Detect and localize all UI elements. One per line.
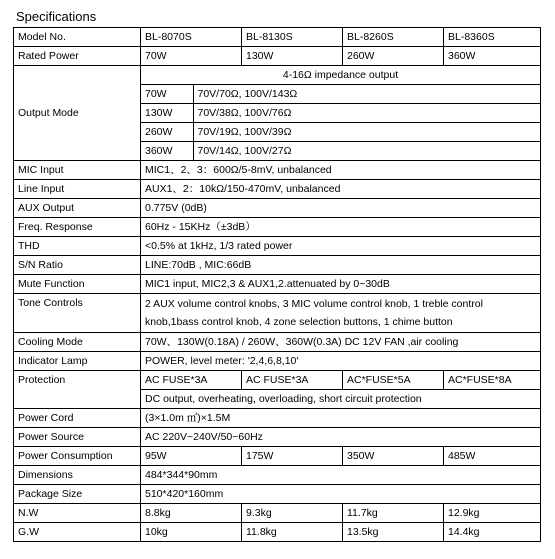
row-power-consumption <box>14 447 541 466</box>
row-freq-response <box>14 218 541 237</box>
gw-cell: 13.5kg <box>343 523 444 542</box>
gw-cell: 14.4kg <box>444 523 541 542</box>
fuse-cell: AC*FUSE*5A <box>343 371 444 390</box>
row-nw <box>14 504 541 523</box>
label-power-cord: Power Cord <box>14 409 141 428</box>
nw-cell: 8.8kg <box>141 504 242 523</box>
power-consumption-cell: 175W <box>242 447 343 466</box>
label-power-source: Power Source <box>14 428 141 447</box>
package-size-value: 510*420*160mm <box>141 485 541 504</box>
model-cell: BL-8360S <box>444 28 541 47</box>
row-power-source <box>14 428 541 447</box>
row-sn-ratio <box>14 256 541 275</box>
gw-cell: 10kg <box>141 523 242 542</box>
label-rated-power: Rated Power <box>14 47 141 66</box>
label-line-input: Line Input <box>14 180 141 199</box>
label-model-no: Model No. <box>14 28 141 47</box>
row-package-size <box>14 485 541 504</box>
nw-cell: 12.9kg <box>444 504 541 523</box>
label-tone-controls: Tone Controls <box>14 294 141 333</box>
power-consumption-cell: 485W <box>444 447 541 466</box>
output-spec-cell: 70V/14Ω, 100V/27Ω <box>193 142 540 160</box>
output-spec-cell: 70V/19Ω, 100V/39Ω <box>193 123 540 141</box>
row-mute-function <box>14 275 541 294</box>
label-thd: THD <box>14 237 141 256</box>
row-line-input <box>14 180 541 199</box>
page-title: Specifications <box>16 9 97 24</box>
line-input-value: AUX1、2：10kΩ/150-470mV, unbalanced <box>141 180 541 199</box>
label-output-mode: Output Mode <box>14 66 141 161</box>
fuse-cell: AC*FUSE*8A <box>444 371 541 390</box>
aux-output-value: 0.775V (0dB) <box>141 199 541 218</box>
nw-cell: 11.7kg <box>343 504 444 523</box>
row-indicator-lamp <box>14 352 541 371</box>
output-power-cell: 130W <box>141 104 193 122</box>
label-sn-ratio: S/N Ratio <box>14 256 141 275</box>
row-gw <box>14 523 541 542</box>
indicator-lamp-value: POWER, level meter: '2,4,6,8,10' <box>141 352 541 371</box>
row-aux-output <box>14 199 541 218</box>
label-aux-output: AUX Output <box>14 199 141 218</box>
fuse-cell: AC FUSE*3A <box>242 371 343 390</box>
rated-power-cell: 260W <box>343 47 444 66</box>
rated-power-cell: 130W <box>242 47 343 66</box>
cooling-mode-value: 70W、130W(0.18A) / 260W、360W(0.3A) DC 12V FAN ,air cooling <box>141 333 541 352</box>
protection-note: DC output, overheating, overloading, short circuit protection <box>141 390 541 409</box>
rated-power-cell: 360W <box>444 47 541 66</box>
label-mic-input: MIC Input <box>14 161 141 180</box>
row-model-no <box>14 28 541 47</box>
output-power-cell: 360W <box>141 142 193 160</box>
row-protection-fuses <box>14 371 541 390</box>
label-nw: N.W <box>14 504 141 523</box>
row-dimensions <box>14 466 541 485</box>
output-spec-cell: 70V/70Ω, 100V/143Ω <box>193 85 540 103</box>
dimensions-value: 484*344*90mm <box>141 466 541 485</box>
label-dimensions: Dimensions <box>14 466 141 485</box>
freq-response-value: 60Hz - 15KHz（±3dB） <box>141 218 541 237</box>
label-indicator-lamp: Indicator Lamp <box>14 352 141 371</box>
row-output-mode-heading <box>14 66 541 85</box>
gw-cell: 11.8kg <box>242 523 343 542</box>
label-protection: Protection <box>14 371 141 409</box>
label-gw: G.W <box>14 523 141 542</box>
power-cord-value: (3×1.0m ㎡)×1.5M <box>141 409 541 428</box>
output-power-cell: 70W <box>141 85 193 103</box>
label-power-consumption: Power Consumption <box>14 447 141 466</box>
row-rated-power <box>14 47 541 66</box>
spec-table <box>13 27 541 542</box>
mute-function-value: MIC1 input, MIC2,3 & AUX1,2.attenuated by 0~30dB <box>141 275 541 294</box>
tone-controls-value: 2 AUX volume control knobs, 3 MIC volume control knob, 1 treble control knob,1bass control knob, 4 zone selection buttons, 1 chime button <box>141 294 541 333</box>
row-mic-input <box>14 161 541 180</box>
row-tone-controls <box>14 294 541 333</box>
nw-cell: 9.3kg <box>242 504 343 523</box>
sn-ratio-value: LINE:70dB , MIC:66dB <box>141 256 541 275</box>
output-spec-cell: 70V/38Ω, 100V/76Ω <box>193 104 540 122</box>
label-package-size: Package Size <box>14 485 141 504</box>
output-power-cell: 260W <box>141 123 193 141</box>
row-power-cord <box>14 409 541 428</box>
label-mute-function: Mute Function <box>14 275 141 294</box>
label-freq-response: Freq. Response <box>14 218 141 237</box>
rated-power-cell: 70W <box>141 47 242 66</box>
power-consumption-cell: 95W <box>141 447 242 466</box>
fuse-cell: AC FUSE*3A <box>141 371 242 390</box>
thd-value: <0.5% at 1kHz, 1/3 rated power <box>141 237 541 256</box>
label-cooling-mode: Cooling Mode <box>14 333 141 352</box>
output-mode-heading: 4-16Ω impedance output <box>141 66 541 85</box>
model-cell: BL-8070S <box>141 28 242 47</box>
row-cooling-mode <box>14 333 541 352</box>
model-cell: BL-8260S <box>343 28 444 47</box>
mic-input-value: MIC1、2、3：600Ω/5-8mV, unbalanced <box>141 161 541 180</box>
power-source-value: AC 220V~240V/50~60Hz <box>141 428 541 447</box>
model-cell: BL-8130S <box>242 28 343 47</box>
row-thd <box>14 237 541 256</box>
power-consumption-cell: 350W <box>343 447 444 466</box>
